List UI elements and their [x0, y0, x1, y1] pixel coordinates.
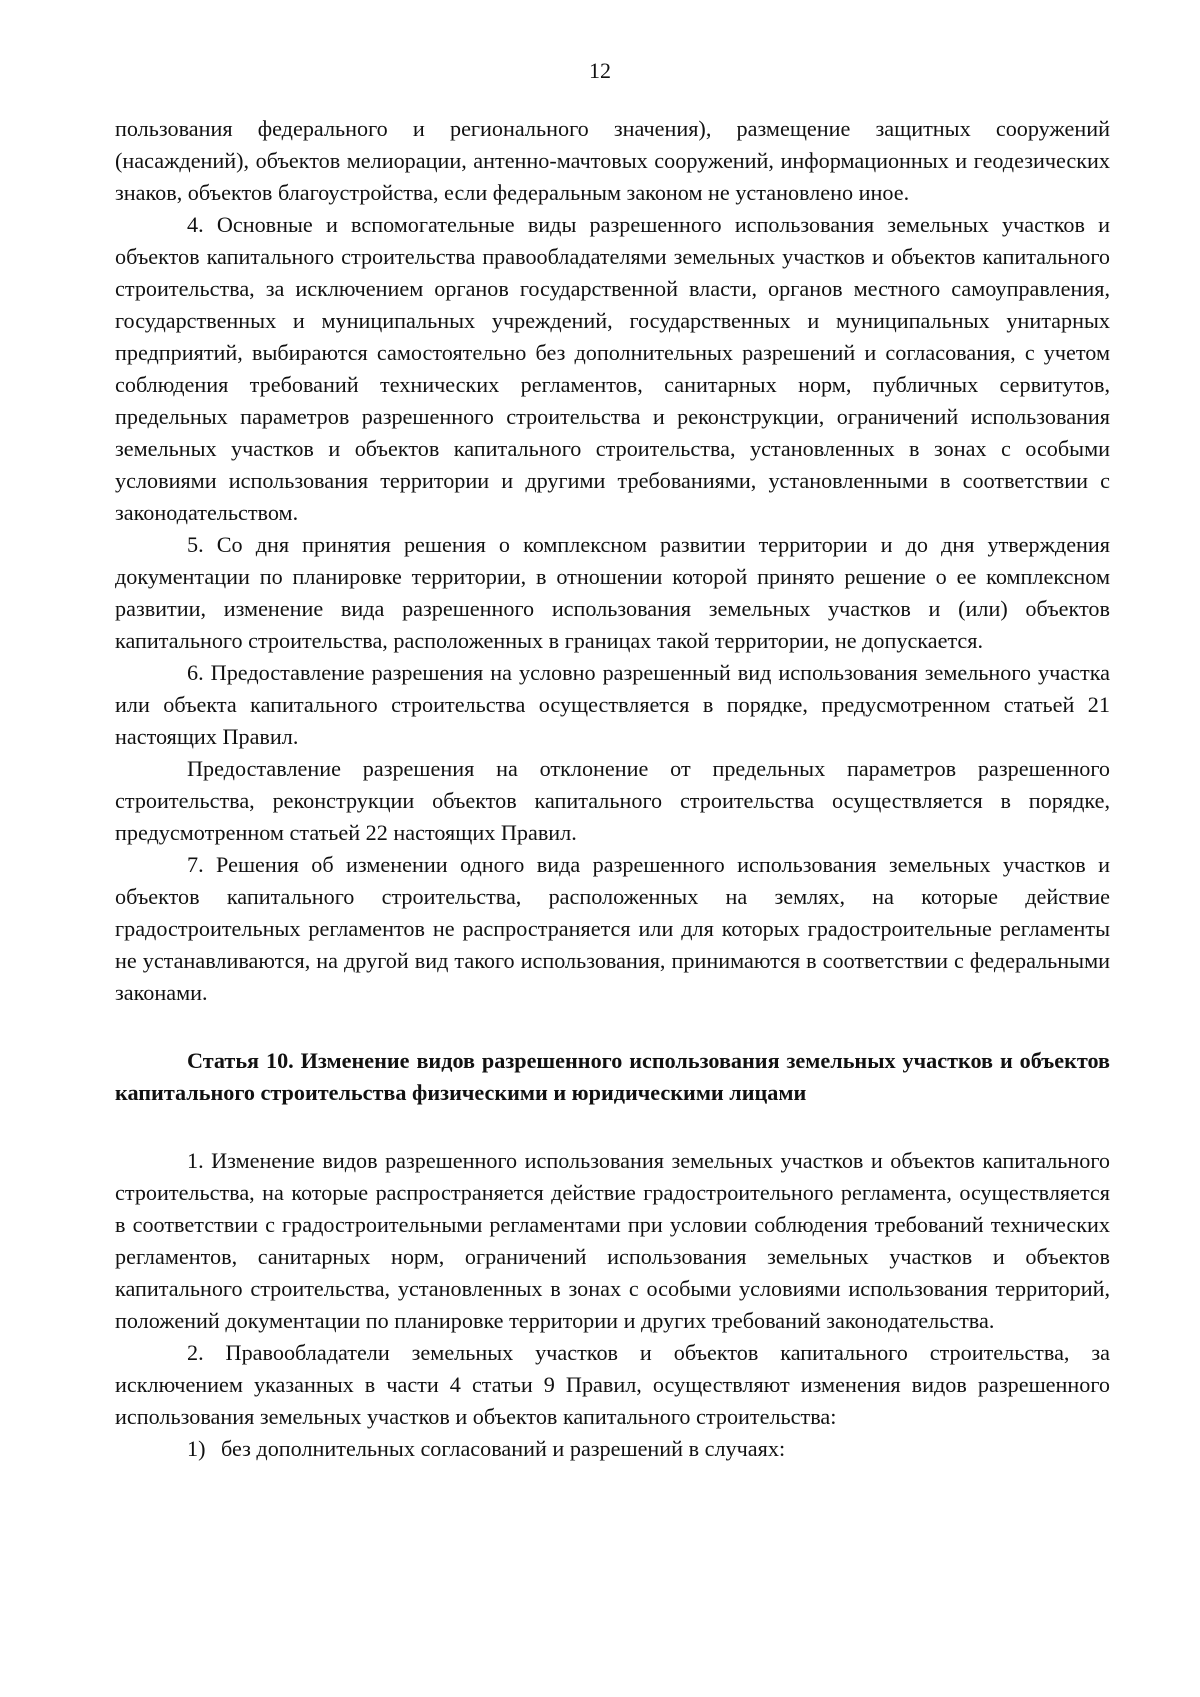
- paragraph: 4. Основные и вспомогательные виды разрешенного использования земельных участков и объектов капитального строительства правообладателями земельных участков и объектов капитального строительства, за исключением органов государственной власти, органов местного самоуправления, государственных и муниципальных учреждений, государственных и муниципальных унитарных предприятий, выбираются самостоятельно без дополнительных разрешений и согласования, с учетом соблюдения требований технических регламентов, санитарных норм, публичных сервитутов, предельных параметров разрешенного строительства и реконструкции, ограничений использования земельных участков и объектов капитального строительства, установленных в зонах с особыми условиями использования территории и другими требованиями, установленными в соответствии с законодательством.: [115, 212, 1110, 525]
- paragraph: 2. Правообладатели земельных участков и объектов капитального строительства, за исключением указанных в части 4 статьи 9 Правил, осуществляют изменения видов разрешенного использования земельных участков и объектов капитального строительства:: [115, 1340, 1110, 1429]
- page-number: 12: [589, 58, 611, 83]
- list-item-text: без дополнительных согласований и разрешений в случаях:: [221, 1436, 786, 1461]
- list-item: [115, 1433, 1110, 1465]
- paragraph: 5. Со дня принятия решения о комплексном развитии территории и до дня утверждения документации по планировке территории, в отношении которой принято решение о ее комплексном развитии, изменение вида разрешенного использования земельных участков и (или) объектов капитального строительства, расположенных в границах такой территории, не допускается.: [115, 532, 1110, 653]
- paragraph: 6. Предоставление разрешения на условно разрешенный вид использования земельного участка или объекта капитального строительства осуществляется в порядке, предусмотренном статьей 21 настоящих Правил.: [115, 660, 1110, 749]
- list-marker: 1): [187, 1436, 206, 1461]
- paragraph: пользования федерального и регионального значения), размещение защитных сооружений (насаждений), объектов мелиорации, антенно-мачтовых сооружений, информационных и геодезических знаков, объектов благоустройства, если федеральным законом не установлено иное.: [115, 116, 1110, 205]
- document-body: [115, 113, 1110, 1465]
- paragraph: 1. Изменение видов разрешенного использования земельных участков и объектов капитального строительства, на которые распространяется действие градостроительного регламента, осуществляется в соответствии с градостроительными регламентами при условии соблюдения требований технических регламентов, санитарных норм, ограничений использования земельных участков и объектов капитального строительства, установленных в зонах с особыми условиями использования территорий, положений документации по планировке территории и других требований законодательства.: [115, 1148, 1110, 1333]
- paragraph: 7. Решения об изменении одного вида разрешенного использования земельных участков и объектов капитального строительства, расположенных на землях, на которые действие градостроительных регламентов не распространяется или для которых градостроительные регламенты не устанавливаются, на другой вид такого использования, принимаются в соответствии с федеральными законами.: [115, 852, 1110, 1005]
- article-heading: Статья 10. Изменение видов разрешенного использования земельных участков и объектов капитального строительства физическими и юридическими лицами: [115, 1048, 1110, 1105]
- paragraph: Предоставление разрешения на отклонение от предельных параметров разрешенного строительства, реконструкции объектов капитального строительства осуществляется в порядке, предусмотренном статьей 22 настоящих Правил.: [115, 756, 1110, 845]
